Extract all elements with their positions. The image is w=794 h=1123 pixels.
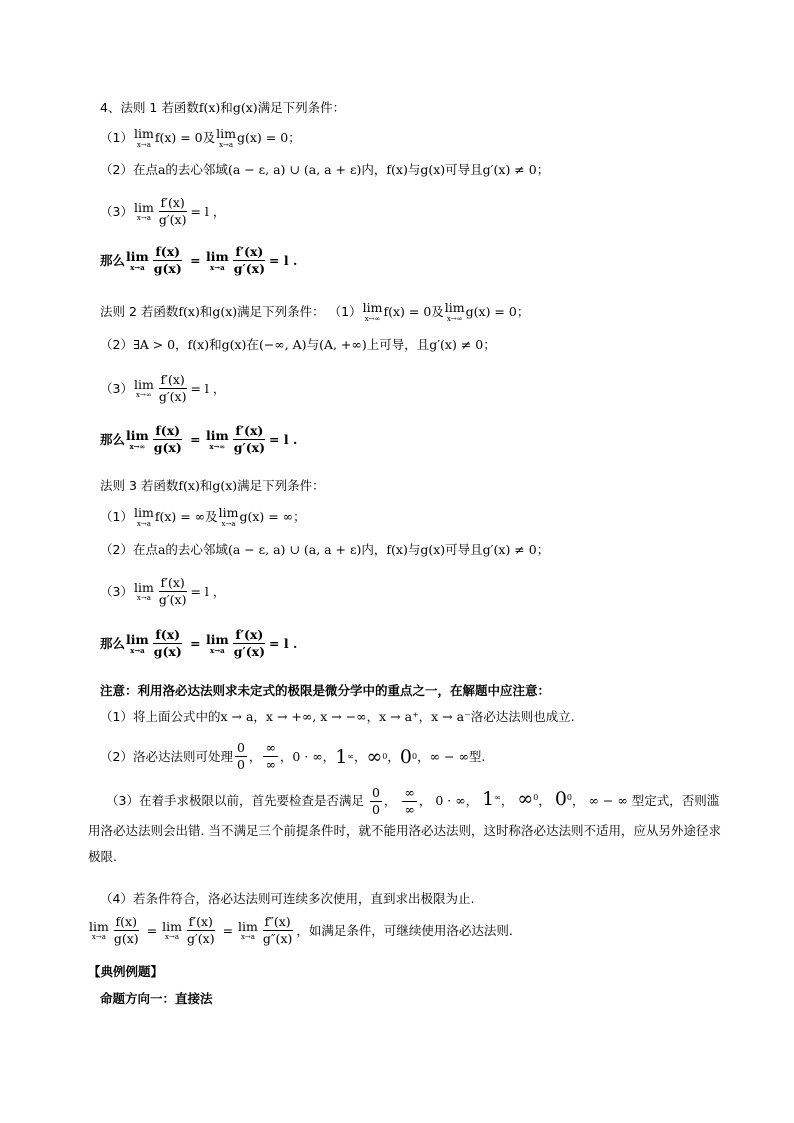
direction-heading: 命题方向一：直接法 — [100, 991, 213, 1006]
rule1-conclusion: 那么 lim x→a $\frac{f(x)}{g(x)}$ = lim x→a $\frac{f'(x)}{g'(x)}$ = l . — [100, 244, 298, 277]
rule3-condition-2: （2） 在点 a 的去心邻域 (a − ε, a) ∪ (a, a + ε) 内， f(x) 与 g(x) 可导且 g′(x) ≠ 0 ； — [100, 542, 550, 557]
rule3-condition-1: （1） lim x→a f(x) = ∞ 及 lim x→a g(x) = ∞ ； — [100, 505, 306, 528]
notes-heading: 注意：利用洛必达法则求未定式的极限是微分学中的重点之一，在解题中应注意： — [100, 683, 551, 698]
rule1-condition-3: （3） lim x→a $\frac{f'(x)}{g'(x)}$ = l ， — [100, 195, 226, 228]
examples-heading: 【典例例题】 — [88, 964, 164, 979]
rule2-condition-3: （3） lim x→∞ $\frac{f'(x)}{g'(x)}$ = l ， — [100, 372, 226, 405]
rule2-condition-2: （2） ∃A > 0 ， f(x) 和 g(x) 在 (−∞, A) 与 (A, +∞) 上可导，且 g′(x) ≠ 0 ； — [100, 337, 496, 352]
rule1-condition-1: （1） lim x→a f(x) = 0 及 lim x→a g(x) = 0 ； — [100, 126, 301, 149]
rule3-intro: 法则 3 若函数 f(x) 和 g(x) 满足下列条件： — [100, 478, 325, 493]
note-4-formula: lim x→a $\frac{f(x)}{g(x)}$ = lim x→a $\frac{f'(x)}{g'(x)}$ = lim x→a f″(x) g″(x) ，如满足条件，可继续使用洛必达法则. — [89, 914, 513, 947]
rule3-conclusion: 那么 lim x→a $\frac{f(x)}{g(x)}$ = lim x→a $\frac{f'(x)}{g'(x)}$ = l . — [100, 627, 298, 660]
rule1-condition-2: （2） 在点 a 的去心邻域 (a − ε, a) ∪ (a, a + ε) 内， f(x) 与 g(x) 可导且 g′(x) ≠ 0 ； — [100, 162, 550, 177]
note-3: （3）在着手求极限以前，首先要检查是否满足 $\frac{0}{0}$ ， ∞ ∞ ， 0 · ∞， 1∞， ∞$^0$， $0^0$， ∞ − ∞ 型定式，否则滥用洛必达法则会出错. 当不满足三个前提条件时，就不能用洛必达法则，这时称洛必达法则不适用，应从另外途径求极限. — [88, 784, 721, 864]
rule2-intro: 法则 2 若函数 f(x) 和 g(x) 满足下列条件： （1） lim x→∞ f(x) = 0 及 lim x→∞ g(x) = 0 ； — [100, 300, 530, 323]
rule3-condition-3: （3） lim x→a $\frac{f'(x)}{g'(x)}$ = l ， — [100, 575, 226, 608]
rule1-intro: 4、法则 1 若函数 f(x) 和 g(x) 满足下列条件： — [100, 100, 346, 115]
note-1: （1）将上面公式中的 x → a ， x → +∞, x → −∞ ， x → a⁺ ， x → a⁻ 洛必达法则也成立. — [100, 709, 575, 724]
note-2: （2）洛必达法则可处理 0 0 ， ∞ ∞ ， 0 · ∞ ， 1 ∞ ， ∞ 0 ， 0 0 ， ∞ − ∞ 型. — [100, 740, 486, 773]
note-4: （4）若条件符合，洛必达法则可连续多次使用，直到求出极限为止. — [100, 891, 475, 906]
rule2-conclusion: 那么 lim x→∞ $\frac{f(x)}{g(x)}$ = lim x→∞ $\frac{f'(x)}{g'(x)}$ = l . — [100, 423, 298, 456]
